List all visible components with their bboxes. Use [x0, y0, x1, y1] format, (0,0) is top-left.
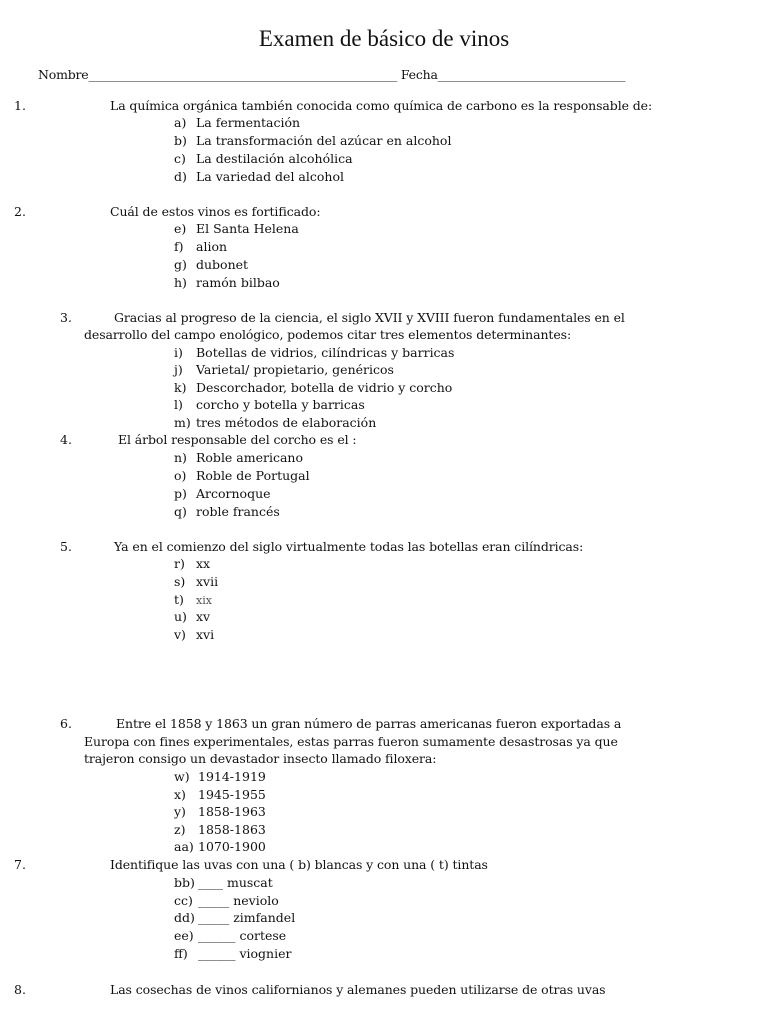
question-6-text-line-1: Entre el 1858 y 1863 un gran número de parras americanas fueron exportadas a [116, 716, 622, 731]
question-6-text-line-2: Europa con fines experimentales, estas parras fueron sumamente desastrosas ya que [84, 734, 618, 749]
question-3-text-line-2: desarrollo del campo enológico, podemos citar tres elementos determinantes: [84, 327, 572, 342]
question-4-option-p: p) Arcornoque [174, 486, 271, 501]
question-5-option-v: v) xvi [174, 627, 215, 642]
question-7-option-ff: ff) ______ viognier [174, 946, 292, 961]
question-1-text: La química orgánica también conocida como química de carbono es la responsable de: [110, 98, 653, 113]
question-6-number: 6. [60, 716, 72, 731]
question-3-number: 3. [60, 310, 72, 325]
question-8-text: Las cosechas de vinos californianos y alemanes pueden utilizarse de otras uvas [110, 982, 606, 997]
question-1-option-c: c) La destilación alcohólica [174, 151, 353, 166]
name-date-header [38, 67, 625, 82]
question-1-option-a: a) La fermentación [174, 115, 301, 130]
question-3-option-i: i) Botellas de vidrios, cilíndricas y barricas [174, 345, 455, 360]
question-1-option-d: d) La variedad del alcohol [174, 169, 344, 184]
question-2-option-g: g) dubonet [174, 257, 249, 272]
page-title: Examen de básico de vinos [258, 26, 510, 51]
question-5-option-u: u) xv [174, 609, 211, 624]
question-1-number: 1. [14, 98, 26, 113]
question-3-option-k: k) Descorchador, botella de vidrio y corcho [174, 380, 453, 395]
question-4-number: 4. [60, 432, 72, 447]
question-2-number: 2. [14, 204, 26, 219]
question-3-option-j: j) Varietal/ propietario, genéricos [174, 362, 394, 377]
question-3-option-m: m) tres métodos de elaboración [174, 415, 377, 430]
question-7-option-bb: bb) ____ muscat [174, 875, 273, 890]
question-6-option-x: x) 1945-1955 [174, 787, 266, 802]
question-7-text: Identifique las uvas con una ( b) blancas y con una ( t) tintas [110, 857, 488, 872]
question-4-text: El árbol responsable del corcho es el : [118, 432, 357, 447]
question-4-option-n: n) Roble americano [174, 450, 304, 465]
nombre-line: ___________________________________________________ [88, 67, 398, 82]
question-7-option-dd: dd) _____ zimfandel [174, 910, 296, 925]
fecha-label: Fecha [400, 67, 438, 82]
question-1-option-b: b) La transformación del azúcar en alcohol [174, 133, 452, 148]
question-2-option-e: e) El Santa Helena [174, 221, 299, 236]
question-3-option-l: l) corcho y botella y barricas [174, 397, 365, 412]
question-2-option-f: f) alion [174, 239, 228, 254]
question-7-option-ee: ee) ______ cortese [174, 928, 287, 943]
question-6-option-z: z) 1858-1863 [174, 822, 266, 837]
question-6-text-line-3: trajeron consigo un devastador insecto llamado filoxera: [84, 751, 437, 766]
question-4-option-q: q) roble francés [174, 504, 280, 519]
question-3-text-line-1: Gracias al progreso de la ciencia, el siglo XVII y XVIII fueron fundamentales en el [114, 310, 625, 325]
question-5-option-t: t) xix [174, 592, 212, 607]
question-5-number: 5. [60, 539, 72, 554]
question-7-number: 7. [14, 857, 26, 872]
question-5-option-s: s) xvii [174, 574, 219, 589]
question-5-option-r: r) xx [174, 556, 211, 571]
question-2-option-h: h) ramón bilbao [174, 275, 280, 290]
nombre-label: Nombre [38, 67, 89, 82]
fecha-line: _______________________________ [437, 67, 626, 82]
question-5-text: Ya en el comienzo del siglo virtualmente todas las botellas eran cilíndricas: [114, 539, 584, 554]
question-6-option-y: y) 1858-1963 [174, 804, 266, 819]
question-2-text: Cuál de estos vinos es fortificado: [110, 204, 321, 219]
question-6-option-aa: aa) 1070-1900 [174, 839, 266, 854]
question-7-option-cc: cc) _____ neviolo [174, 893, 279, 908]
question-4-option-o: o) Roble de Portugal [174, 468, 310, 483]
question-6-option-w: w) 1914-1919 [174, 769, 266, 784]
question-8-number: 8. [14, 982, 26, 997]
